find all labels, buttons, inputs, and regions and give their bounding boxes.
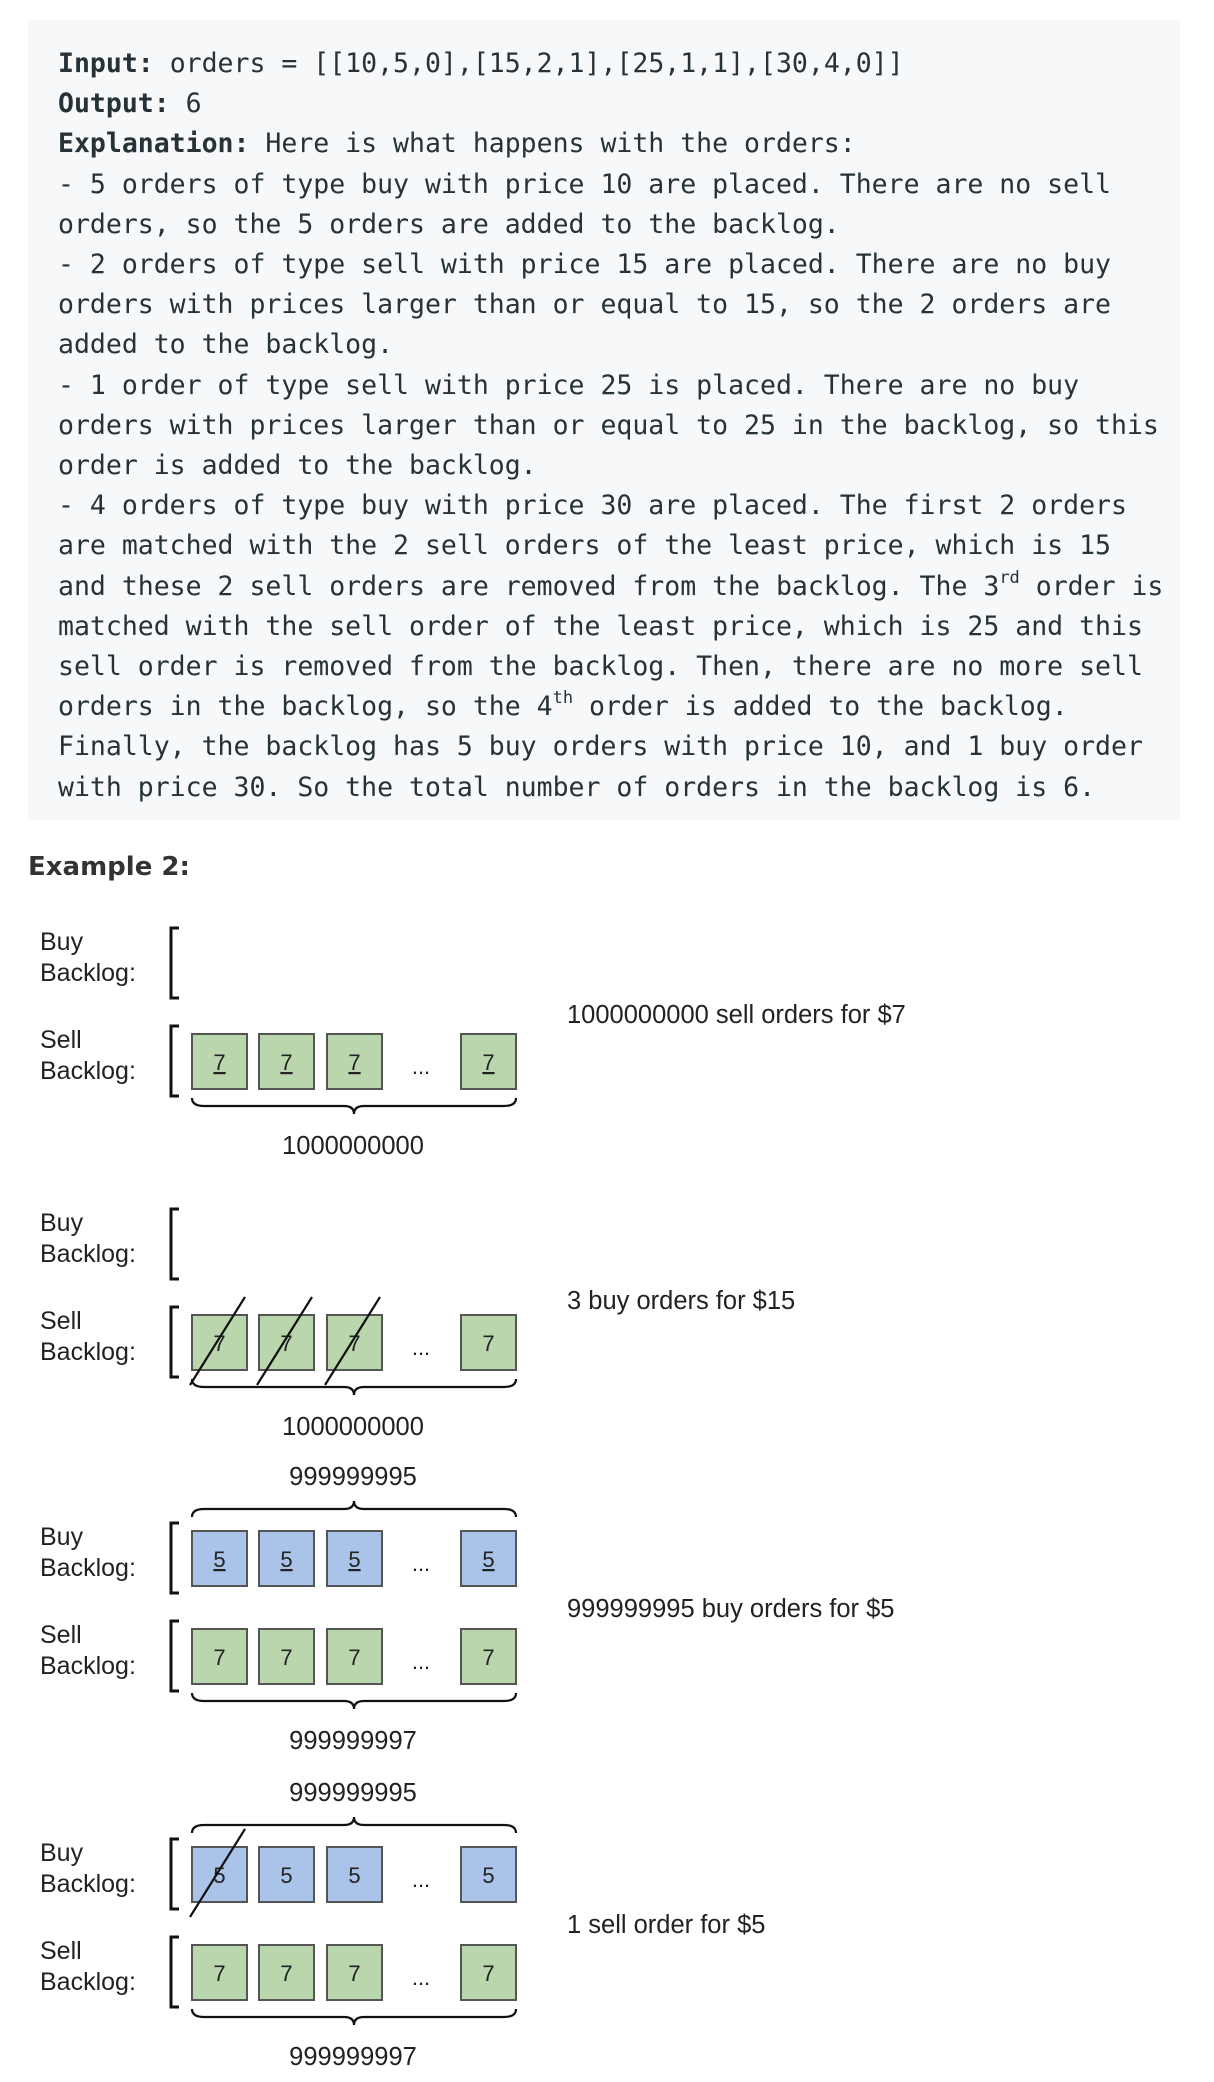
explanation-line: - 5 orders of type buy with price 10 are placed. There are no sell <box>58 168 1111 200</box>
sell-count-label: 1000000000 <box>282 1132 424 1160</box>
sell-backlog-label: Backlog: <box>40 1652 136 1680</box>
input-label: Input: <box>58 48 154 79</box>
sell-backlog-label: Backlog: <box>40 1338 136 1366</box>
explanation-line: sell order is removed from the backlog. Then, there are no more sell <box>58 651 1143 683</box>
sell-order-price: 7 <box>348 1050 361 1075</box>
sell-order-price: 7 <box>482 1645 495 1670</box>
buy-count-label: 999999995 <box>289 1779 417 1807</box>
backlog-bracket <box>171 1839 179 1909</box>
buy-order-price: 5 <box>280 1547 293 1572</box>
sell-order-price: 7 <box>482 1050 495 1075</box>
ellipsis: ... <box>411 1551 431 1576</box>
explanation-line: Finally, the backlog has 5 buy orders with price 10, and 1 buy order <box>58 731 1143 763</box>
line-3rd-text: and these 2 sell orders are removed from the backlog. The 3 <box>58 570 1000 602</box>
explanation-intro: Here is what happens with the orders: <box>249 128 856 160</box>
explanation-line: matched with the sell order of the least price, which is 25 and this <box>58 610 1143 642</box>
explanation-line: are matched with the 2 sell orders of the least price, which is 15 <box>58 530 1111 562</box>
sell-order-price: 7 <box>482 1961 495 1986</box>
buy-backlog-label: Buy <box>40 1839 84 1867</box>
explanation-line: - 2 orders of type sell with price 15 are placed. There are no buy <box>58 249 1111 281</box>
sell-count-label: 1000000000 <box>282 1413 424 1441</box>
count-brace <box>192 2009 516 2025</box>
sell-order-price: 7 <box>280 1050 293 1075</box>
stage-note: 1 sell order for $5 <box>567 1911 766 1939</box>
sell-backlog-label: Sell <box>40 1621 82 1649</box>
explanation-line: orders with prices larger than or equal to 15, so the 2 orders are <box>58 289 1111 321</box>
buy-count-label: 999999995 <box>289 1463 417 1491</box>
input-value: orders = [[10,5,0],[15,2,1],[25,1,1],[30,4,0]] <box>153 48 904 79</box>
explanation-line: orders, so the 5 orders are added to the backlog. <box>58 208 840 240</box>
buy-order-price: 5 <box>213 1863 226 1888</box>
ellipsis: ... <box>411 1335 431 1360</box>
stage-note: 1000000000 sell orders for $7 <box>567 1001 906 1029</box>
sell-backlog-label: Sell <box>40 1307 82 1335</box>
backlog-bracket <box>171 1937 179 2007</box>
ellipsis: ... <box>411 1054 431 1079</box>
example-2-title: Example 2: <box>28 852 190 882</box>
sell-order-price: 7 <box>213 1331 226 1356</box>
sell-backlog-label: Backlog: <box>40 1968 136 1996</box>
buy-backlog-label: Backlog: <box>40 959 136 987</box>
backlog-bracket <box>171 1523 179 1593</box>
sell-backlog-label: Sell <box>40 1026 82 1054</box>
count-brace <box>192 1501 516 1517</box>
sell-order-price: 7 <box>213 1050 226 1075</box>
buy-order-price: 5 <box>482 1547 495 1572</box>
count-brace <box>192 1817 516 1833</box>
ellipsis: ... <box>411 1649 431 1674</box>
ordinal-suffix-rd: rd <box>999 567 1020 588</box>
backlog-bracket <box>171 928 179 998</box>
buy-backlog-label: Backlog: <box>40 1240 136 1268</box>
ellipsis: ... <box>411 1965 431 1990</box>
ordinal-suffix-th: th <box>552 688 574 709</box>
sell-backlog-label: Backlog: <box>40 1057 136 1085</box>
stage-note: 999999995 buy orders for $5 <box>567 1595 895 1623</box>
explanation-line: orders with prices larger than or equal to 25 in the backlog, so this <box>58 409 1159 441</box>
buy-backlog-label: Buy <box>40 928 84 956</box>
sell-order-price: 7 <box>280 1645 293 1670</box>
buy-order-price: 5 <box>280 1863 293 1888</box>
buy-order-price: 5 <box>348 1547 361 1572</box>
buy-backlog-label: Backlog: <box>40 1554 136 1582</box>
buy-order-price: 5 <box>213 1547 226 1572</box>
buy-backlog-label: Buy <box>40 1209 84 1237</box>
sell-count-label: 999999997 <box>289 2043 417 2071</box>
buy-order-price: 5 <box>348 1863 361 1888</box>
count-brace <box>192 1379 516 1395</box>
buy-backlog-label: Buy <box>40 1523 84 1551</box>
output-value: 6 <box>169 88 202 120</box>
sell-order-price: 7 <box>213 1961 226 1986</box>
sell-order-price: 7 <box>280 1961 293 1986</box>
sell-order-price: 7 <box>348 1331 361 1356</box>
count-brace <box>192 1098 516 1114</box>
backlog-bracket <box>171 1621 179 1691</box>
stage-note: 3 buy orders for $15 <box>567 1287 796 1315</box>
explanation-line: with price 30. So the total number of orders in the backlog is 6. <box>58 771 1096 803</box>
line-4th-text: orders in the backlog, so the 4 <box>58 691 553 723</box>
sell-order-price: 7 <box>213 1645 226 1670</box>
explanation-label: Explanation: <box>58 128 250 160</box>
line-3rd-rest: order is <box>1019 570 1164 602</box>
sell-backlog-label: Sell <box>40 1937 82 1965</box>
explanation-line: - 1 order of type sell with price 25 is placed. There are no buy <box>58 369 1080 401</box>
output-label: Output: <box>58 88 170 120</box>
explanation-line: - 4 orders of type buy with price 30 are placed. The first 2 orders <box>58 490 1127 522</box>
ellipsis: ... <box>411 1867 431 1892</box>
explanation-line: added to the backlog. <box>58 329 394 361</box>
backlog-bracket <box>171 1307 179 1377</box>
backlog-bracket <box>171 1209 179 1279</box>
sell-count-label: 999999997 <box>289 1727 417 1755</box>
sell-order-price: 7 <box>348 1645 361 1670</box>
sell-order-price: 7 <box>348 1961 361 1986</box>
explanation-line: order is added to the backlog. <box>58 450 537 482</box>
sell-order-price: 7 <box>280 1331 293 1356</box>
count-brace <box>192 1693 516 1709</box>
backlog-bracket <box>171 1026 179 1096</box>
buy-order-price: 5 <box>482 1863 495 1888</box>
line-4th-rest: order is added to the backlog. <box>573 691 1068 723</box>
buy-backlog-label: Backlog: <box>40 1870 136 1898</box>
sell-order-price: 7 <box>482 1331 495 1356</box>
